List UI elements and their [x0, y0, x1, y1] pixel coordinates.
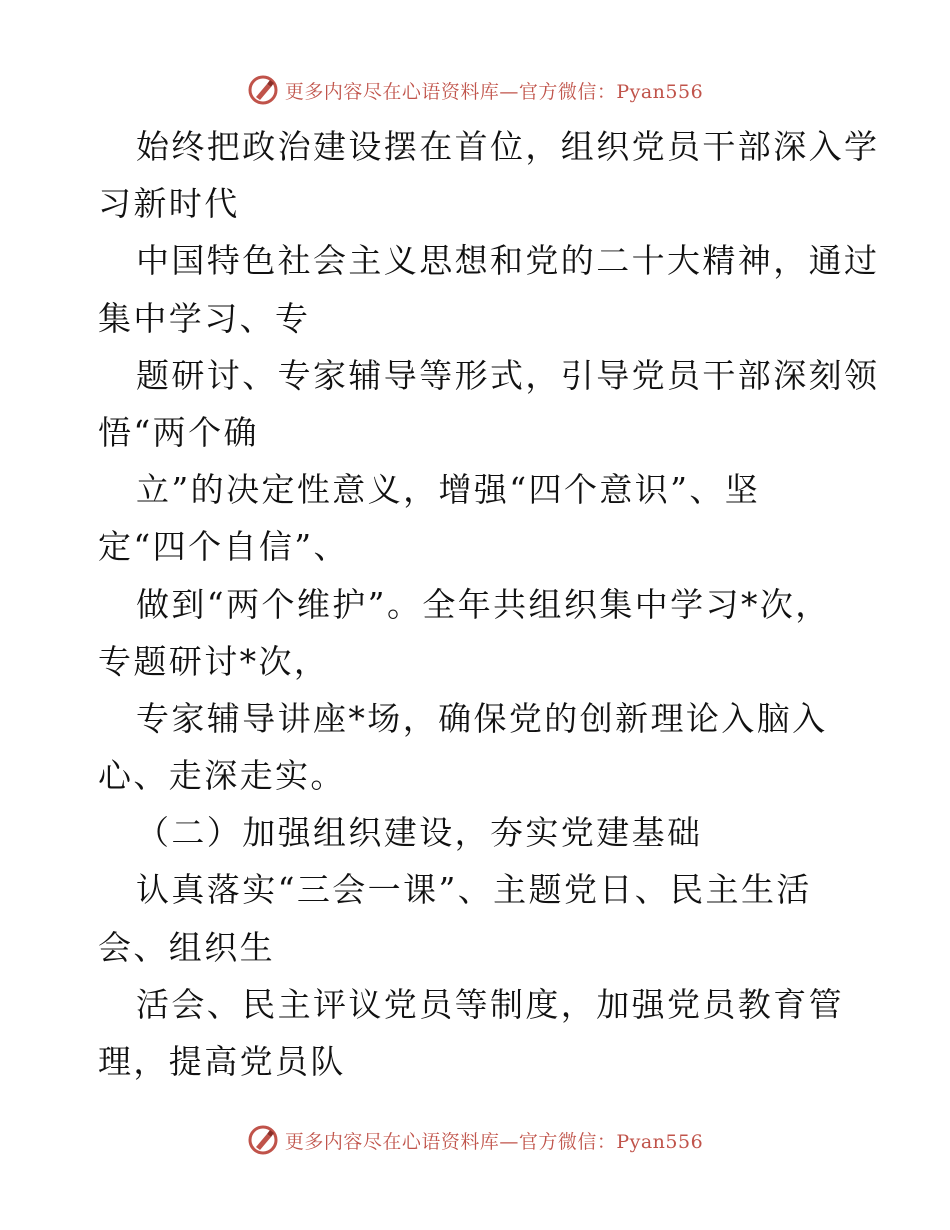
text-line: 专家辅导讲座*场，确保党的创新理论入脑入 — [136, 698, 828, 738]
pen-circle-logo-icon — [247, 74, 279, 106]
footer-watermark — [0, 1120, 950, 1160]
text-line: 集中学习、专 — [98, 298, 311, 338]
text-line: 悟“两个确 — [98, 412, 259, 452]
section-heading: （二）加强组织建设，夯实党建基础 — [136, 813, 703, 853]
watermark-text: 更多内容尽在心语资料库—官方微信：Pyan556 — [284, 1130, 704, 1153]
text-line: 心、走深走实。 — [98, 756, 346, 796]
text-line: 始终把政治建设摆在首位，组织党员干部深入学 — [136, 127, 880, 166]
text-line: 立”的决定性意义，增强“四个意识”、坚 — [136, 470, 761, 510]
text-line: 定“四个自信”、 — [98, 527, 349, 567]
pen-circle-logo-icon — [247, 1124, 279, 1156]
text-line: 会、组织生 — [98, 927, 275, 967]
text-line: 专题研讨*次， — [98, 641, 330, 681]
watermark-text: 更多内容尽在心语资料库—官方微信：Pyan556 — [284, 80, 704, 103]
text-line: 中国特色社会主义思想和党的二十大精神，通过 — [136, 241, 880, 281]
text-line: 认真落实“三会一课”、主题党日、民主生活 — [136, 870, 812, 910]
document-body — [98, 118, 880, 1090]
text-line: 做到“两个维护”。全年共组织集中学习*次， — [136, 584, 831, 624]
text-line: 题研讨、专家辅导等形式，引导党员干部深刻领 — [136, 355, 880, 395]
text-line: 活会、民主评议党员等制度，加强党员教育管 — [136, 984, 844, 1024]
text-line: 习新时代 — [98, 184, 240, 224]
header-watermark — [0, 70, 950, 110]
text-line: 理，提高党员队 — [98, 1042, 346, 1081]
